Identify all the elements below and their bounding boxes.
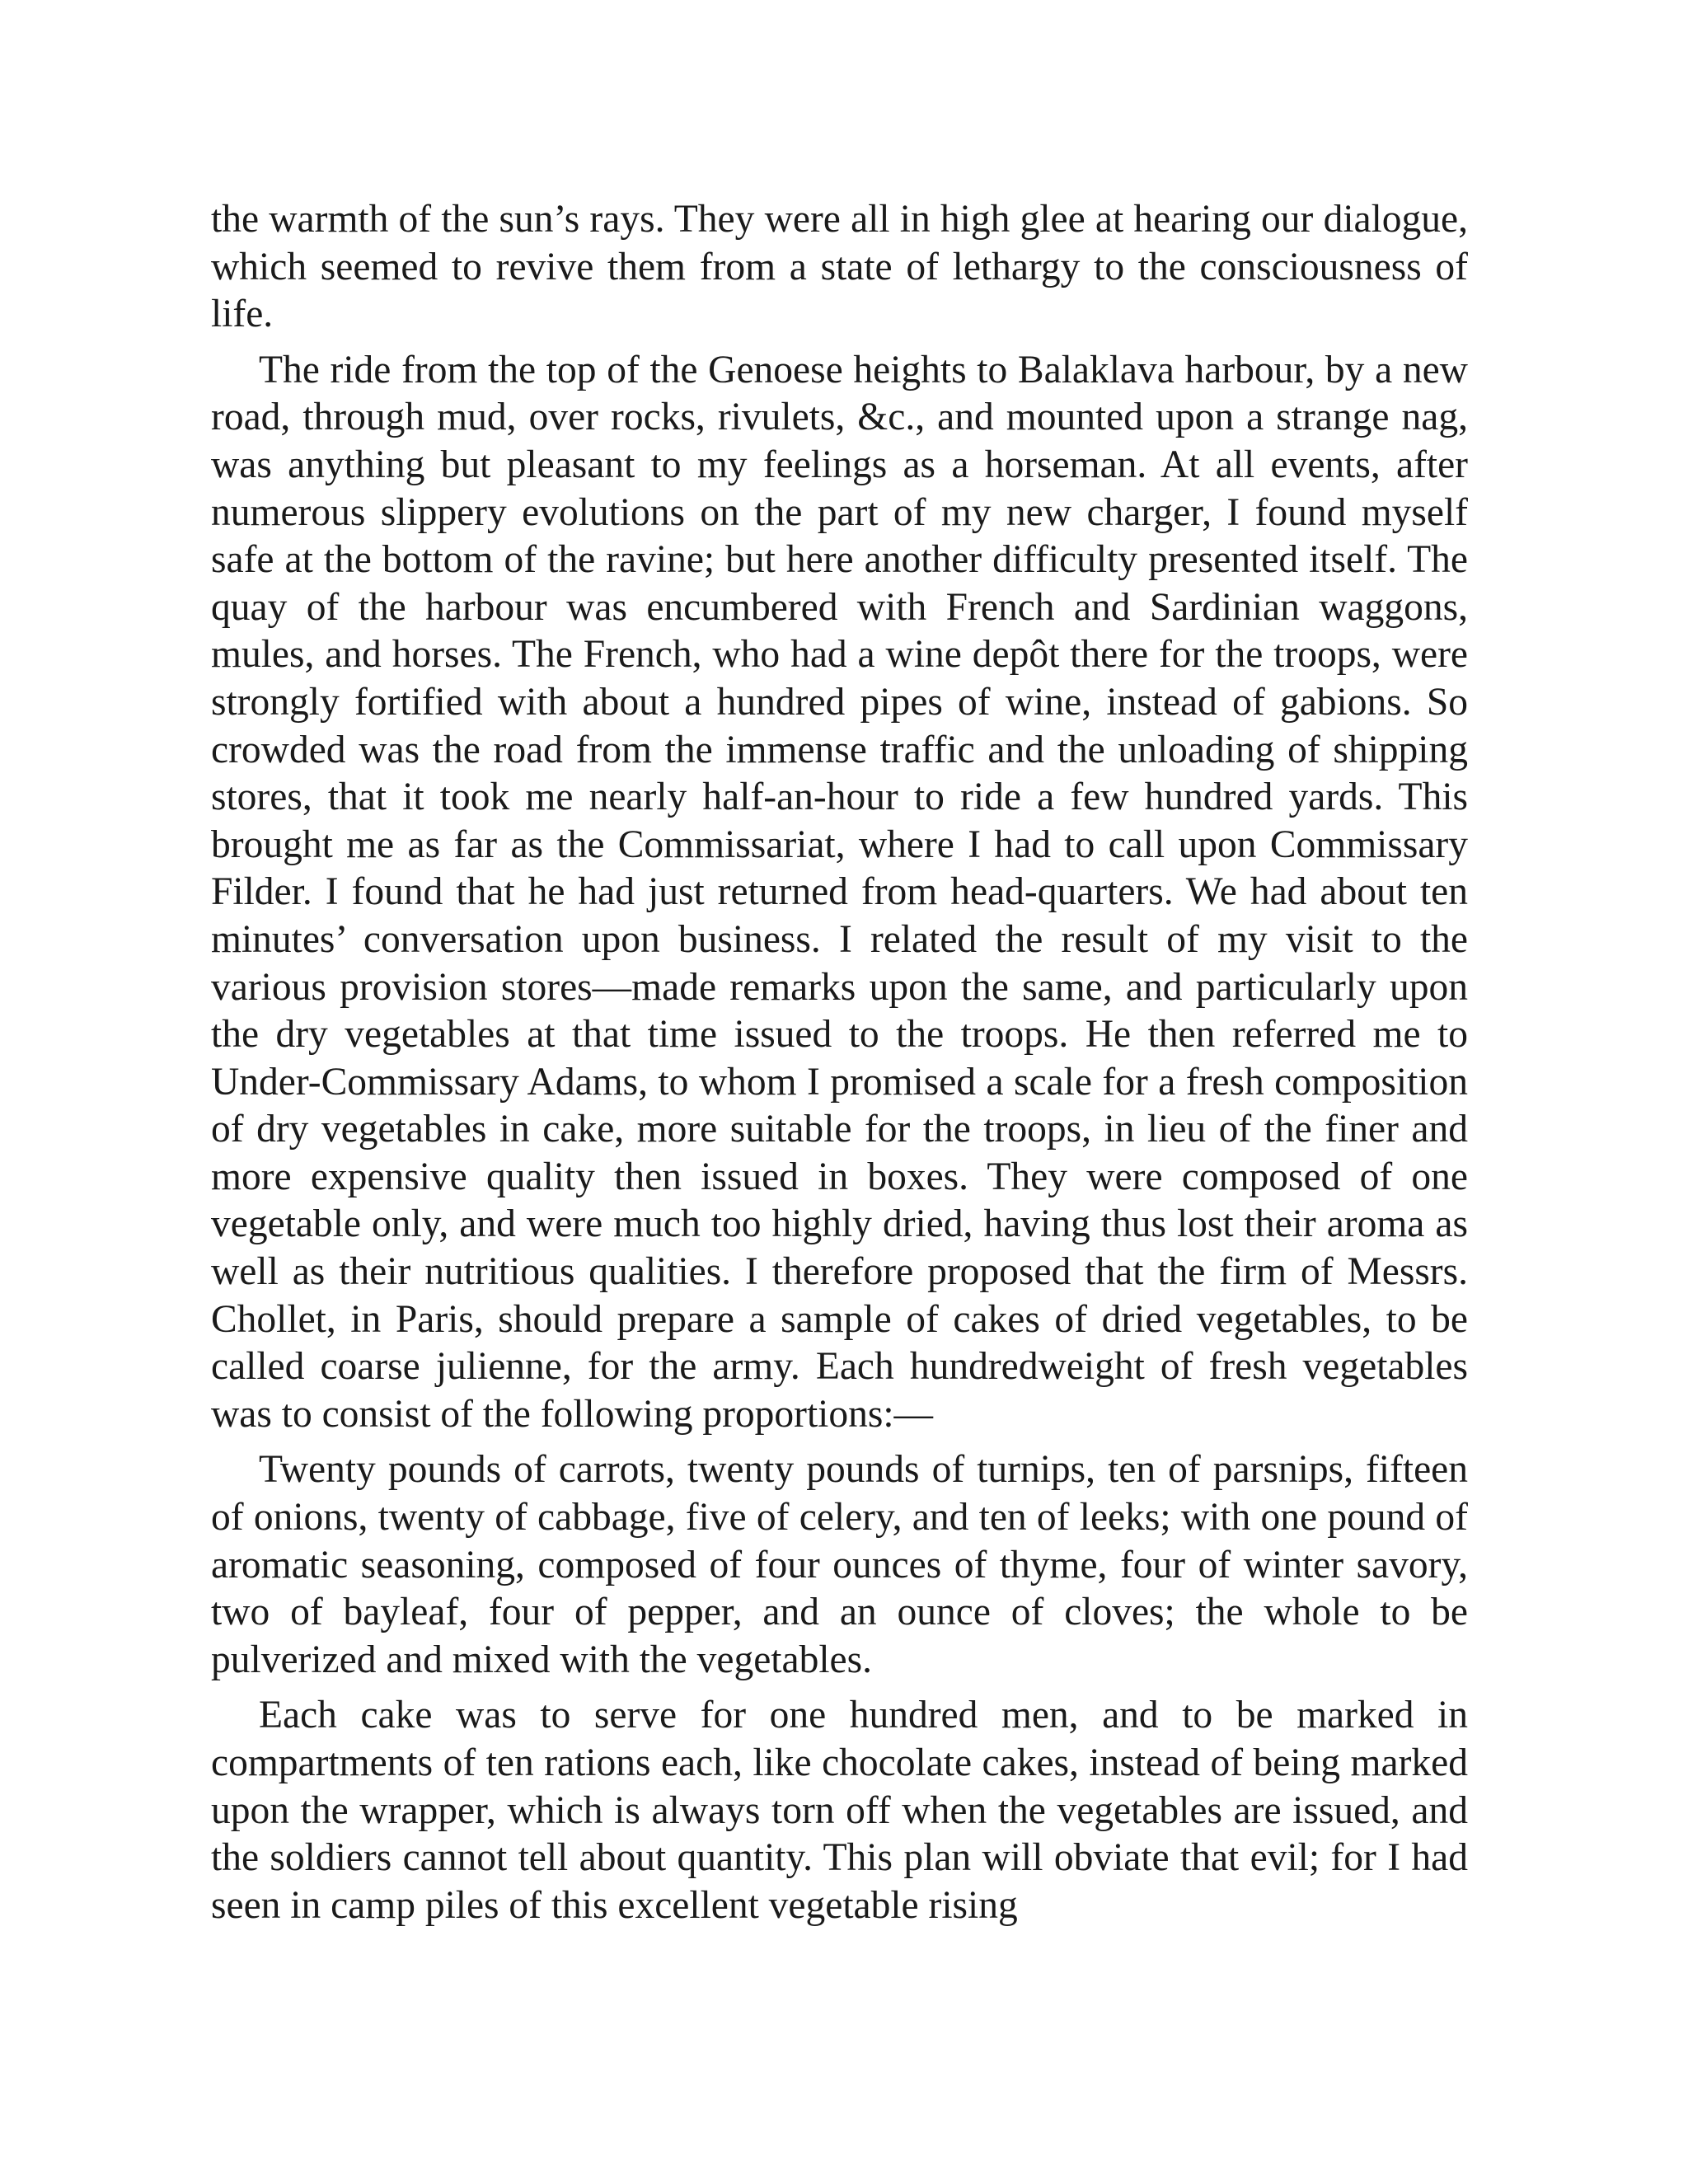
paragraph-continued: the warmth of the sun’s rays. They were all in high glee at hearing our dialogue, which seemed to revive them from a state of lethargy to the consciousness of life. [211, 198, 1468, 336]
book-page [211, 196, 1468, 1938]
paragraph-cake-rations: Each cake was to serve for one hundred men, and to be marked in compartments of ten rations each, like chocolate cakes, instead of being marked upon the wrapper, which is always torn off when the vegetables are issued, and the soldiers cannot tell about quantity. This plan will obviate that evil; for I had seen in camp piles of this excellent vegetable rising [211, 1694, 1468, 1927]
paragraph-vegetable-proportions: Twenty pounds of carrots, twenty pounds of turnips, ten of parsnips, fifteen of onions, twenty of cabbage, five of celery, and ten of leeks; with one pound of aromatic seasoning, composed of four ounces of thyme, four of winter savory, two of bayleaf, four of pepper, and an ounce of cloves; the whole to be pulverized and mixed with the vegetables. [211, 1448, 1468, 1681]
paragraph-ride-to-balaklava: The ride from the top of the Genoese heights to Balaklava harbour, by a new road, through mud, over rocks, rivulets, &c., and mounted upon a strange nag, was anything but pleasant to my feelings as a horseman. At all events, after numerous slippery evolutions on the part of my new charger, I found myself safe at the bottom of the ravine; but here another difficulty presented itself. The quay of the harbour was encumbered with French and Sardinian waggons, mules, and horses. The French, who had a wine depôt there for the troops, were strongly fortified with about a hundred pipes of wine, instead of gabions. So crowded was the road from the immense traffic and the unloading of shipping stores, that it took me nearly half-an-hour to ride a few hundred yards. This brought me as far as the Commissariat, where I had to call upon Commissary Filder. I found that he had just returned from head-quarters. We had about ten minutes’ conversation upon business. I related the result of my visit to the various provision stores—made remarks upon the same, and particularly upon the dry vegetables at that time issued to the troops. He then referred me to Under-Commissary Adams, to whom I promised a scale for a fresh composition of dry vegetables in cake, more suitable for the troops, in lieu of the finer and more expensive quality then issued in boxes. They were composed of one vegetable only, and were much too highly dried, having thus lost their aroma as well as their nutritious qualities. I therefore proposed that the firm of Messrs. Chollet, in Paris, should prepare a sample of cakes of dried vegetables, to be called coarse julienne, for the army. Each hundredweight of fresh vegetables was to consist of the following proportions:— [211, 348, 1468, 1436]
